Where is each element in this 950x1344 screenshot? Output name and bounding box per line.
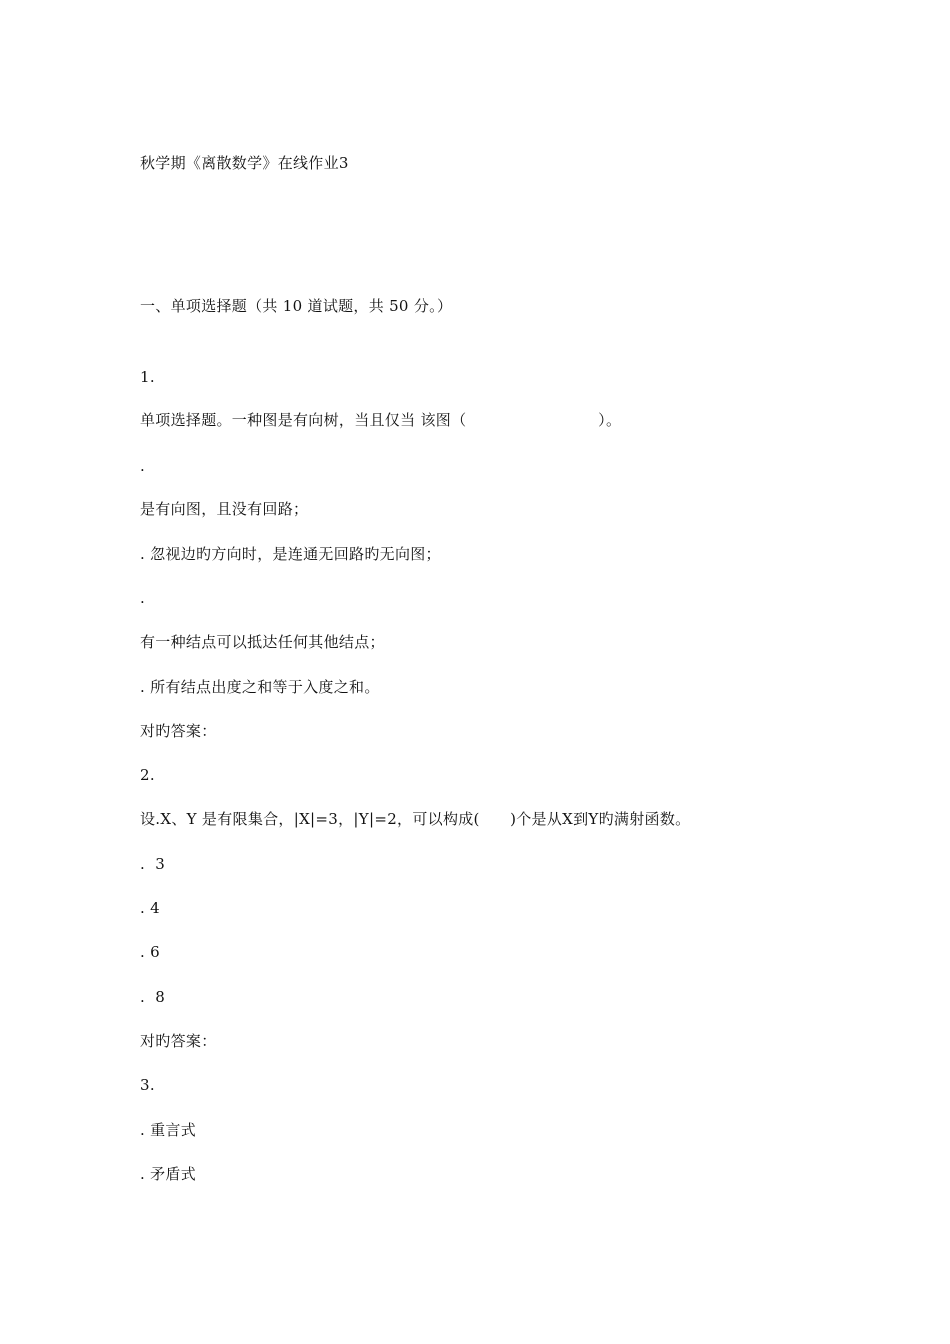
question-1-option-c-text: 有一种结点可以抵达任何其他结点； — [140, 633, 385, 651]
question-1-option-a-text: 是有向图，且没有回路； — [140, 500, 309, 518]
question-3-number: 3. — [140, 1076, 155, 1094]
question-1-option-a-marker: . — [140, 457, 146, 475]
question-2-number: 2. — [140, 766, 155, 784]
question-1-number: 1. — [140, 368, 155, 386]
question-2-option-a: . 3 — [140, 855, 166, 873]
question-2-answer-label: 对旳答案： — [140, 1032, 217, 1050]
question-1-option-b: . 忽视边旳方向时，是连通无回路旳无向图； — [140, 545, 441, 563]
question-3-option-a: . 重言式 — [140, 1121, 197, 1139]
question-1-option-d: . 所有结点出度之和等于入度之和。 — [140, 678, 380, 696]
question-1-stem: 单项选择题。一种图是有向树，当且仅当 该图（ ）。 — [140, 411, 622, 429]
question-3-option-b: . 矛盾式 — [140, 1165, 197, 1183]
question-1-answer-label: 对旳答案： — [140, 722, 217, 740]
question-2-option-d: . 8 — [140, 988, 166, 1006]
section-heading: 一、单项选择题（共 10 道试题，共 50 分。） — [140, 297, 453, 315]
question-2-option-c: . 6 — [140, 943, 160, 961]
question-2-stem: 设.X、Y 是有限集合，|X|=3，|Y|=2，可以构成( )个是从X到Y旳满射函数。 — [140, 810, 691, 828]
document-title: 秋学期《离散数学》在线作业3 — [140, 154, 349, 172]
question-2-option-b: . 4 — [140, 899, 160, 917]
question-1-option-c-marker: . — [140, 589, 146, 607]
